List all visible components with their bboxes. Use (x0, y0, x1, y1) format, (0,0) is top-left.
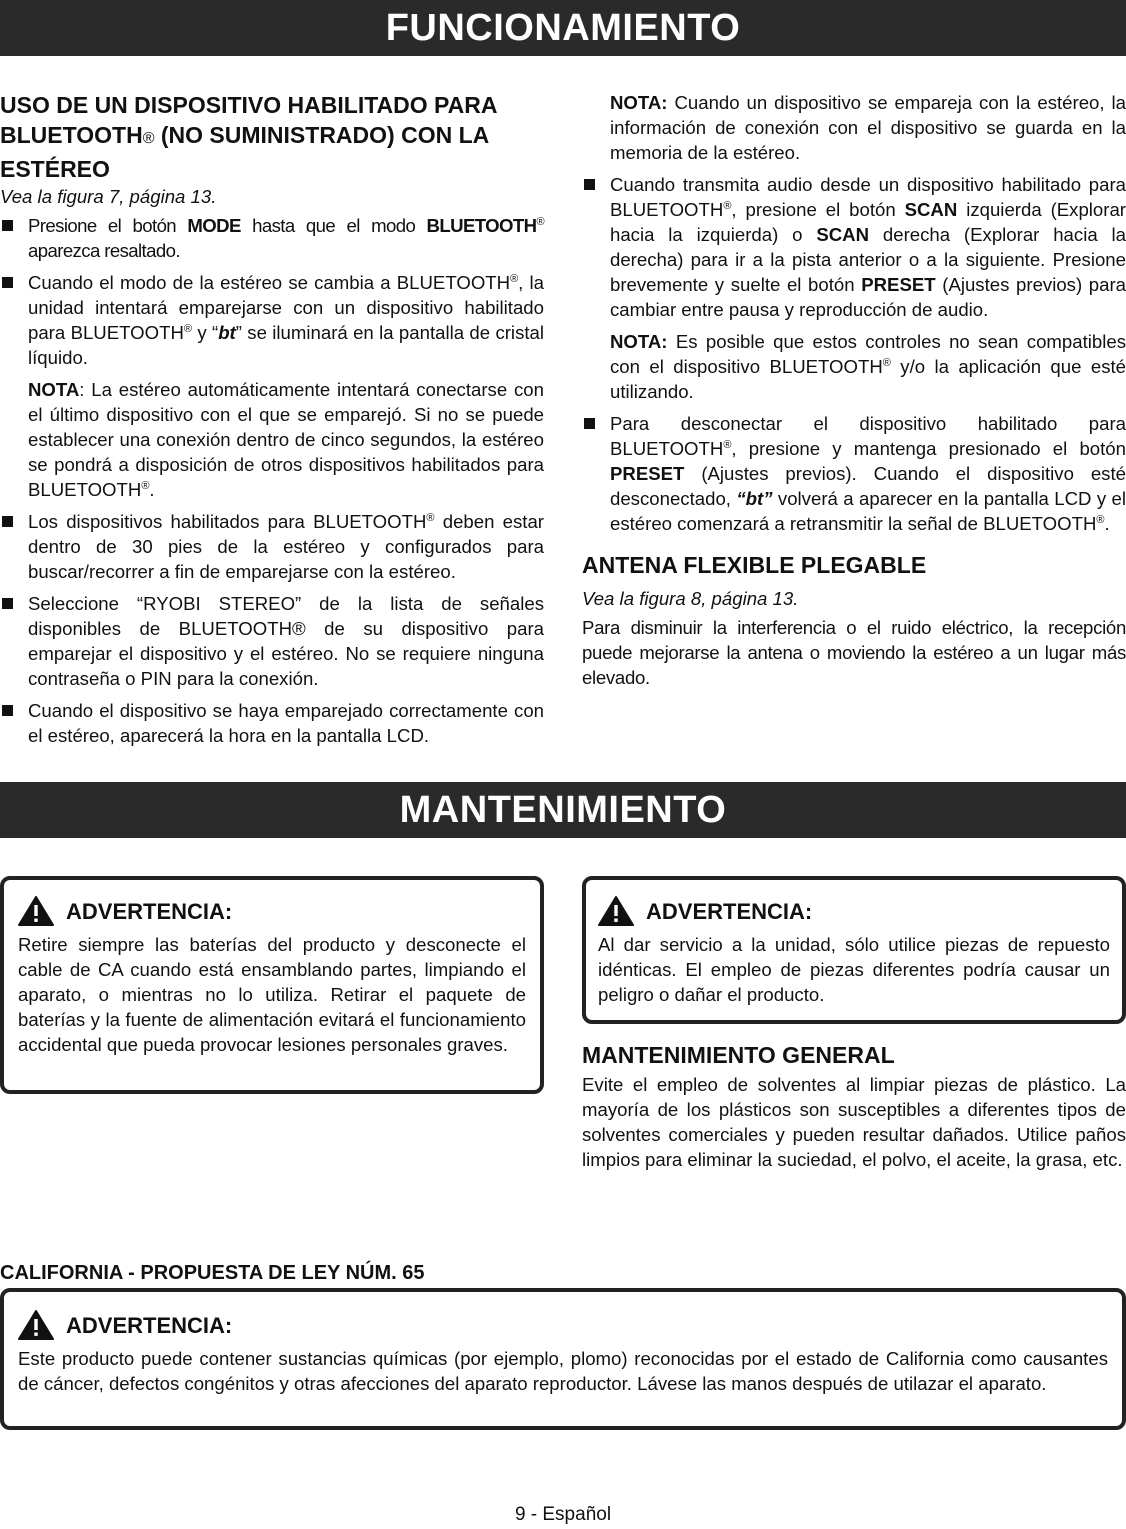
warning-label: ADVERTENCIA: (646, 898, 813, 924)
list-item: Cuando el modo de la estéreo se cambia a BLUETOOTH®, la unidad intentará emparejarse con un dispositivo habilitado para BLUETOOTH® y “bt” se iluminará en la pantalla de cristal líquido. (0, 270, 544, 370)
page-number: 9 - Español (514, 1504, 612, 1525)
antenna-figure-reference: Vea la figura 8, página 13. (582, 588, 799, 609)
bluetooth-heading: USO DE UN DISPOSITIVO HABILITADO PARA BLUETOOTH® (NO SUMINISTRADO) CON LA ESTÉREO (0, 92, 498, 182)
warning-triangle-icon (18, 896, 54, 926)
warning-box-batteries (0, 876, 544, 1094)
california-section (0, 1258, 700, 1288)
mantenimiento-banner (0, 782, 1126, 838)
bullet-square-icon (584, 418, 595, 429)
general-maintenance-heading: MANTENIMIENTO GENERAL (582, 1042, 895, 1068)
warning-triangle-icon (18, 1310, 54, 1340)
warning-header (598, 896, 1110, 926)
bullet-square-icon (2, 516, 13, 527)
funcionamiento-title: FUNCIONAMIENTO (385, 6, 741, 49)
bullet-square-icon (2, 277, 13, 288)
list-item: Cuando el dispositivo se haya emparejado correctamente con el estéreo, aparecerá la hora en la pantalla LCD. (0, 698, 544, 748)
bullet-square-icon (2, 705, 13, 716)
antenna-heading: ANTENA FLEXIBLE PLEGABLE (582, 552, 927, 578)
bullet-square-icon (2, 220, 13, 231)
note: NOTA: Cuando un dispositivo se empareja con la estéreo, la información de conexión con el dispositivo se guarda en la memoria de la estéreo. (610, 92, 1126, 163)
bluetooth-section (0, 90, 544, 755)
warning-header (18, 1310, 1108, 1340)
list-item: Seleccione “RYOBI STEREO” de la lista de señales disponibles de BLUETOOTH® de su dispositivo para emparejar el dispositivo y el estéreo. No se requiere ninguna contraseña o PIN para la conexión. (0, 591, 544, 691)
warning-text: Este producto puede contener sustancias químicas (por ejemplo, plomo) reconocidas por el estado de California como causantes de cáncer, defectos congénitos y otras afecciones del aparato reproductor. Lávese las manos después de utilazar el aparato. (18, 1348, 1108, 1394)
warning-triangle-icon (598, 896, 634, 926)
note: NOTA: La estéreo automáticamente intentará conectarse con el último dispositivo con el que se emparejó. Si no se puede establecer una conexión dentro de cinco segundos, la estéreo se pondrá a disposición de otros dispositivos habilitados para BLUETOOTH®. (28, 379, 544, 500)
bullet-square-icon (2, 598, 13, 609)
bullet-square-icon (584, 179, 595, 190)
warning-header (18, 896, 526, 926)
warning-box-prop65 (0, 1288, 1126, 1430)
list-item: Los dispositivos habilitados para BLUETOOTH® deben estar dentro de 30 pies de la estéreo y configurados para buscar/recorrer a fin de emparejarse con la estéreo. (0, 509, 544, 584)
warning-box-parts (582, 876, 1126, 1024)
note: NOTA: Es posible que estos controles no sean compatibles con el dispositivo BLUETOOTH® y/o la aplicación que esté utilizando. (610, 331, 1126, 402)
figure-reference: Vea la figura 7, página 13. (0, 186, 217, 207)
list-item: Cuando transmita audio desde un dispositivo habilitado para BLUETOOTH®, presione el botón SCAN izquierda (Explorar hacia la izquierda) o SCAN derecha (Explorar hacia la derecha) para ir a la pista anterior o a la siguiente. Presione brevemente y suelte el botón PRESET (Ajustes previos) para cambiar entre pausa y reproducción de audio. (582, 172, 1126, 322)
right-column (582, 90, 1126, 690)
list-item: Presione el botón MODE hasta que el modo BLUETOOTH® aparezca resaltado. (0, 213, 544, 263)
antenna-text: Para disminuir la interferencia o el ruido eléctrico, la recepción puede mejorarse la antena o moviendo la estéreo a un lugar más elevado. (582, 617, 1126, 688)
warning-label: ADVERTENCIA: (66, 898, 233, 924)
warning-text: Al dar servicio a la unidad, sólo utilice piezas de repuesto idénticas. El empleo de piezas diferentes podría causar un peligro o dañar el producto. (598, 934, 1110, 1005)
warning-text: Retire siempre las baterías del producto y desconecte el cable de CA cuando está ensamblando partes, limpiando el aparato, o mientras no lo utiliza. Retirar el paquete de baterías y la fuente de alimentación evitará el funcionamiento accidental que pueda provocar lesiones personales graves. (18, 934, 526, 1055)
warning-label: ADVERTENCIA: (66, 1312, 233, 1338)
general-maintenance-section (582, 1040, 1126, 1172)
funcionamiento-banner (0, 0, 1126, 56)
list-item: Para desconectar el dispositivo habilitado para BLUETOOTH®, presione y mantenga presionado el botón PRESET (Ajustes previos). Cuando el dispositivo esté desconectado, “bt” volverá a aparecer en la pantalla LCD y el estéreo comenzará a retransmitir la señal de BLUETOOTH®. (582, 411, 1126, 536)
mantenimiento-title: MANTENIMIENTO (399, 788, 727, 831)
general-maintenance-text: Evite el empleo de solventes al limpiar piezas de plástico. La mayoría de los plásticos son susceptibles a diferentes tipos de solventes comerciales y pueden resultar dañados. Utilice paños limpios para eliminar la suciedad, el polvo, el aceite, la grasa, etc. (582, 1074, 1126, 1170)
california-heading: CALIFORNIA - PROPUESTA DE LEY NÚM. 65 (0, 1262, 425, 1284)
